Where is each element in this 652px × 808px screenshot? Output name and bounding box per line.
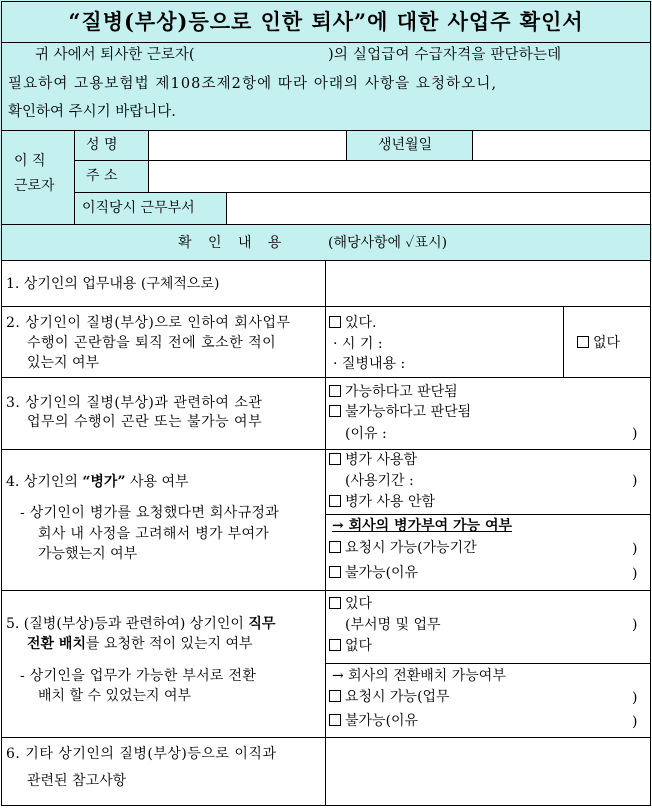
item-2-yes-option[interactable]: 있다.: [329, 315, 377, 331]
item-3-question: 업무의 수행이 곤란 또는 불가능 여부: [27, 414, 263, 430]
divider: [563, 306, 564, 377]
item-4-question: 4. 상기인의 “병가” 사용 여부: [6, 474, 189, 490]
intro-line-1-end: )의 실업급여 수급자격을 판단하는데: [328, 47, 562, 63]
divider: [1, 42, 651, 43]
divider: [346, 130, 347, 160]
birth-field[interactable]: [473, 131, 650, 160]
item-4-used-option[interactable]: 병가 사용함: [329, 452, 417, 468]
item-4-sub-question: 회사 내 사정을 고려해서 병가 부여가: [38, 526, 270, 542]
item-5-sub-question: 배치 할 수 있었는지 여부: [38, 688, 192, 704]
item-4-request-possible-option[interactable]: 요청시 가능(가능기간: [329, 540, 477, 556]
close-paren: ): [632, 473, 638, 489]
item-6-question: 6. 기타 상기인의 질병(부상)등으로 이직과: [6, 746, 277, 762]
item-4-sub-question: 가능했는지 여부: [38, 546, 138, 562]
address-label: 주 소: [86, 168, 118, 184]
checkbox[interactable]: [329, 405, 341, 417]
item-5-question: 전환 배치를 요청한 적이 있는지 여부: [27, 636, 253, 652]
item-3-possible-option[interactable]: 가능하다고 판단됨: [329, 384, 458, 400]
item-4-period: (사용기간 :: [345, 473, 414, 489]
name-field[interactable]: [149, 131, 345, 160]
divider: [325, 514, 651, 515]
divider: [325, 663, 651, 664]
divider: [1, 590, 651, 591]
item-2-when: · 시 기 :: [333, 336, 383, 352]
divider: [1, 306, 651, 307]
divider: [74, 130, 75, 224]
item-2-question: 있는지 여부: [27, 355, 100, 371]
intro-line-1: 귀 사에서 퇴사한 근로자(: [35, 47, 195, 63]
item-5-sub-question: - 상기인을 업무가 가능한 부서로 전환: [20, 668, 257, 684]
checkbox[interactable]: [329, 690, 341, 702]
item-2-question: 수행이 곤란함을 퇴직 전에 호소한 적이: [27, 335, 277, 351]
divider: [1, 377, 651, 378]
item-5-impossible-option[interactable]: 불가능(이유: [329, 713, 418, 729]
name-label: 성 명: [86, 137, 118, 153]
item-5-no-option[interactable]: 없다: [329, 638, 372, 654]
item-1-question: 1. 상기인의 업무내용 (구체적으로): [6, 276, 220, 292]
close-paren: ): [632, 714, 638, 730]
checkbox[interactable]: [329, 495, 341, 507]
checkbox[interactable]: [329, 639, 341, 651]
checkbox[interactable]: [329, 714, 341, 726]
item-5-yes-option[interactable]: 있다: [329, 596, 372, 612]
worker-group-label: 이 직: [14, 153, 46, 169]
checkbox[interactable]: [329, 453, 341, 465]
close-paren: ): [632, 690, 638, 706]
item-5-company-header: → 회사의 전환배치 가능여부: [332, 668, 506, 684]
checkbox[interactable]: [329, 385, 341, 397]
item-5-question: 5. (질병(부상)등과 관련하여) 상기인이 직무: [6, 616, 276, 632]
divider: [1, 224, 651, 225]
item-6-answer-field[interactable]: [327, 738, 650, 805]
birth-label: 생년월일: [378, 137, 433, 153]
item-2-illness: · 질병내용 :: [333, 356, 406, 372]
page-title: “질병(부상)등으로 인한 퇴사”에 대한 사업주 확인서: [68, 9, 584, 34]
item-2-question: 2. 상기인이 질병(부상)으로 인하여 회사업무: [6, 315, 291, 331]
close-paren: ): [632, 617, 638, 633]
confirm-header: 확 인 내 용: [178, 235, 288, 251]
checkbox[interactable]: [329, 316, 341, 328]
intro-line-3: 확인하여 주시기 바랍니다.: [8, 104, 176, 120]
item-6-question: 관련된 참고사항: [27, 773, 127, 789]
dept-field[interactable]: [227, 193, 650, 224]
divider: [1, 449, 651, 450]
checkbox[interactable]: [329, 566, 341, 578]
close-paren: ): [632, 566, 638, 582]
worker-group-label: 근로자: [14, 178, 55, 194]
confirm-hint: (해당사항에 ✓표시): [328, 235, 448, 251]
item-4-impossible-option[interactable]: 불가능(이유: [329, 565, 418, 581]
close-paren: ): [632, 426, 638, 442]
item-5-dept: (부서명 및 업무: [345, 617, 441, 633]
item-3-impossible-option[interactable]: 불가능하다고 판단됨: [329, 404, 471, 420]
checkbox[interactable]: [577, 336, 589, 348]
item-1-answer-field[interactable]: [327, 261, 650, 306]
dept-label: 이직당시 근무부서: [82, 200, 195, 216]
item-4-not-used-option[interactable]: 병가 사용 안함: [329, 494, 435, 510]
item-4-sub-question: - 상기인이 병가를 요청했다면 회사규정과: [20, 505, 280, 521]
item-4-company-header: → 회사의 병가부여 가능 여부: [332, 518, 512, 534]
item-5-request-possible-option[interactable]: 요청시 가능(업무: [329, 689, 450, 705]
item-2-no-option[interactable]: 없다: [577, 335, 620, 351]
close-paren: ): [632, 541, 638, 557]
intro-line-2: 필요하여 고용보험법 제108조제2항에 따라 아래의 사항을 요청하오니,: [8, 76, 498, 92]
divider: [325, 260, 326, 806]
checkbox[interactable]: [329, 597, 341, 609]
checkbox[interactable]: [329, 541, 341, 553]
address-field[interactable]: [149, 161, 650, 192]
item-3-reason: (이유 :: [345, 426, 387, 442]
item-3-question: 3. 상기인의 질병(부상)과 관련하여 소관: [6, 395, 263, 411]
